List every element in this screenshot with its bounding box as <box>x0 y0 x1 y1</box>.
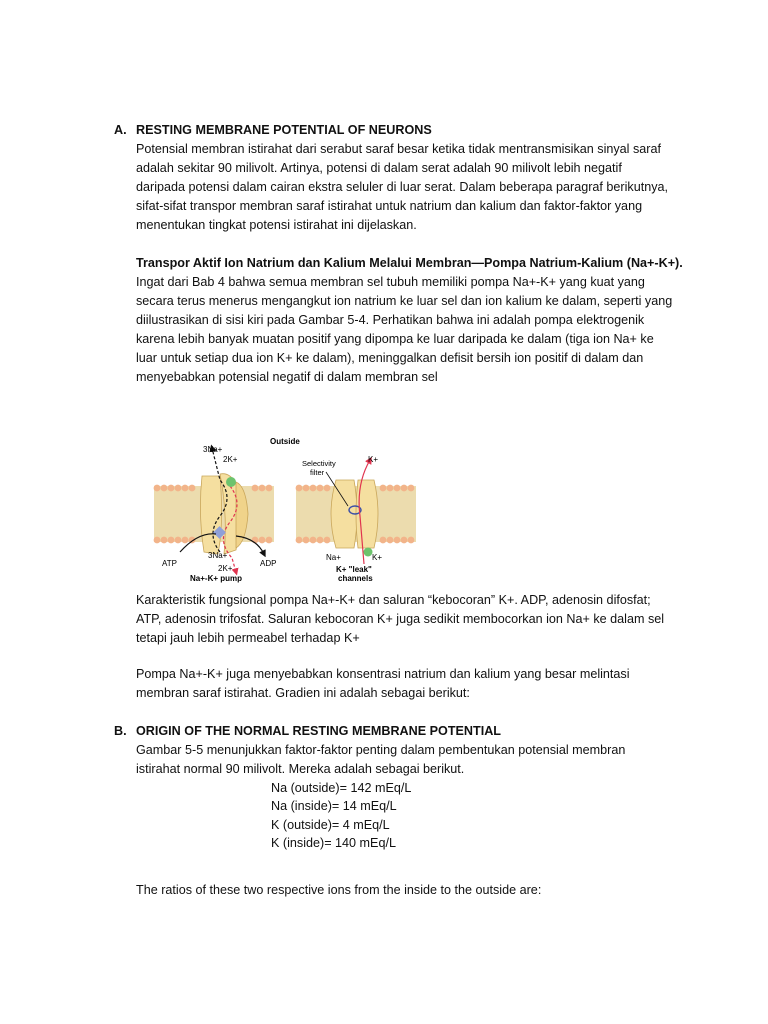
pump-paragraph <box>136 273 686 387</box>
lipid-head <box>266 537 273 544</box>
lipid-head <box>310 485 317 492</box>
lipid-head <box>394 537 401 544</box>
paragraph-line: luar untuk setiap dua ion K+ ke dalam), meninggalkan defisit bersih ion positif di dalam dan <box>136 351 644 365</box>
section-a-letter: A. <box>114 123 127 137</box>
paragraph-line: adalah sekitar 90 milivolt. Artinya, potensi di dalam serat adalah 90 milivolt lebih negatif <box>136 161 622 175</box>
lipid-head <box>324 537 331 544</box>
lipid-head <box>168 485 175 492</box>
lipid-head <box>317 537 324 544</box>
lipid-head <box>154 485 161 492</box>
lipid-head <box>317 485 324 492</box>
lipid-head <box>259 537 266 544</box>
section-a-heading <box>114 121 432 140</box>
ratios-line: The ratios of these two respective ions from the inside to the outside are: <box>136 883 542 897</box>
paragraph-line: menyebabkan potensial negatif di dalam membran sel <box>136 370 438 384</box>
lipid-head <box>303 537 310 544</box>
paragraph-line: Potensial membran istirahat dari serabut saraf besar ketika tidak mentransmisikan sinyal saraf <box>136 142 661 156</box>
channel-k-bottom-label: K+ <box>372 553 383 562</box>
section-a-title: RESTING MEMBRANE POTENTIAL OF NEURONS <box>136 123 432 137</box>
paragraph-line: karena lebih banyak muatan positif yang dipompa ke luar daripada ke dalam (tiga ion Na+ ke <box>136 332 654 346</box>
paragraph-line: secara terus menerus mengangkut ion natrium ke luar sel dan ion kalium ke dalam, seperti yang <box>136 294 673 308</box>
outside-label: Outside <box>270 437 300 446</box>
filter-label: filter <box>310 468 325 477</box>
pump-in-na-label: 3Na+ <box>208 551 228 560</box>
paragraph-line: sifat-sifat transpor membran saraf istirahat untuk natrium dan kalium dan faktor-faktor yang <box>136 199 643 213</box>
lipid-head <box>387 537 394 544</box>
pump-in-k-label: 2K+ <box>223 455 238 464</box>
paragraph-line: Gambar 5-5 menunjukkan faktor-faktor penting dalam pembentukan potensial membran <box>136 743 626 757</box>
lipid-head <box>252 485 259 492</box>
channel-caption-2: channels <box>338 574 373 583</box>
na-inside-value: Na (inside)= 14 mEq/L <box>271 799 397 813</box>
lipid-head <box>296 485 303 492</box>
lipid-head <box>161 485 168 492</box>
paragraph-line: Pompa Na+-K+ juga menyebabkan konsentrasi natrium dan kalium yang besar melintasi <box>136 667 630 681</box>
na-outside-value: Na (outside)= 142 mEq/L <box>271 781 412 795</box>
pump-out-na-label: 3Na+ <box>203 445 223 454</box>
pump-bottom-k-label: 2K+ <box>218 564 233 573</box>
lipid-head <box>310 537 317 544</box>
adp-label: ADP <box>260 559 277 568</box>
lipid-head <box>296 537 303 544</box>
lipid-head <box>266 485 273 492</box>
lipid-head <box>408 537 415 544</box>
section-b-paragraph <box>136 741 686 779</box>
pump-subheading: Transpor Aktif Ion Natrium dan Kalium Melalui Membran—Pompa Natrium-Kalium (Na+-K+). <box>136 256 683 270</box>
section-a-paragraph <box>136 140 686 235</box>
k-ion-icon <box>226 477 236 487</box>
paragraph-line: daripada potensi dalam cairan ekstra seluler di luar serat. Dalam beberapa paragraf berikutnya, <box>136 180 669 194</box>
paragraph-line: membran saraf istirahat. Gradien ini adalah sebagai berikut: <box>136 686 470 700</box>
lipid-head <box>401 485 408 492</box>
lipid-head <box>189 485 196 492</box>
channel-na-label: Na+ <box>326 553 341 562</box>
caption-line: ATP, adenosin trifosfat. Saluran kebocoran K+ juga sedikit membocorkan ion Na+ ke dalam sel <box>136 612 665 626</box>
lipid-head <box>175 485 182 492</box>
pump-caption: Na+-K+ pump <box>190 574 243 583</box>
lipid-head <box>394 485 401 492</box>
membrane-transport-figure <box>140 424 436 584</box>
lipid-head <box>408 485 415 492</box>
lipid-head <box>303 485 310 492</box>
lipid-head <box>380 485 387 492</box>
k-inside-value: K (inside)= 140 mEq/L <box>271 836 396 850</box>
gradient-paragraph <box>136 665 686 703</box>
section-b-title: ORIGIN OF THE NORMAL RESTING MEMBRANE POTENTIAL <box>136 724 501 738</box>
lipid-head <box>182 485 189 492</box>
lipid-head <box>387 485 394 492</box>
lipid-head <box>324 485 331 492</box>
lipid-head <box>161 537 168 544</box>
lipid-head <box>380 537 387 544</box>
paragraph-line: Ingat dari Bab 4 bahwa semua membran sel tubuh memiliki pompa Na+-K+ yang kuat yang <box>136 275 645 289</box>
figure-caption <box>136 591 686 648</box>
caption-line: tetapi jauh lebih permeabel terhadap K+ <box>136 631 360 645</box>
section-b-heading <box>114 722 501 741</box>
caption-line: Karakteristik fungsional pompa Na+-K+ dan saluran “kebocoran” K+. ADP, adenosin difosfat; <box>136 593 651 607</box>
atp-label: ATP <box>162 559 177 568</box>
channel-caption-1: K+ "leak" <box>336 565 372 574</box>
channel-k-top-label: K+ <box>368 455 379 464</box>
lipid-head <box>182 537 189 544</box>
selectivity-label: Selectivity <box>302 459 336 468</box>
paragraph-line: istirahat normal 90 milivolt. Mereka adalah sebagai berikut. <box>136 762 465 776</box>
section-b-letter: B. <box>114 724 127 738</box>
k-outside-value: K (outside)= 4 mEq/L <box>271 818 390 832</box>
lipid-head <box>168 537 175 544</box>
lipid-head <box>154 537 161 544</box>
lipid-head <box>401 537 408 544</box>
paragraph-line: diilustrasikan di sisi kiri pada Gambar 5-4. Perhatikan bahwa ini adalah pompa elektrogenik <box>136 313 645 327</box>
paragraph-line: menentukan tingkat potensi istirahat ini dijelaskan. <box>136 218 417 232</box>
lipid-head <box>175 537 182 544</box>
lipid-head <box>259 485 266 492</box>
